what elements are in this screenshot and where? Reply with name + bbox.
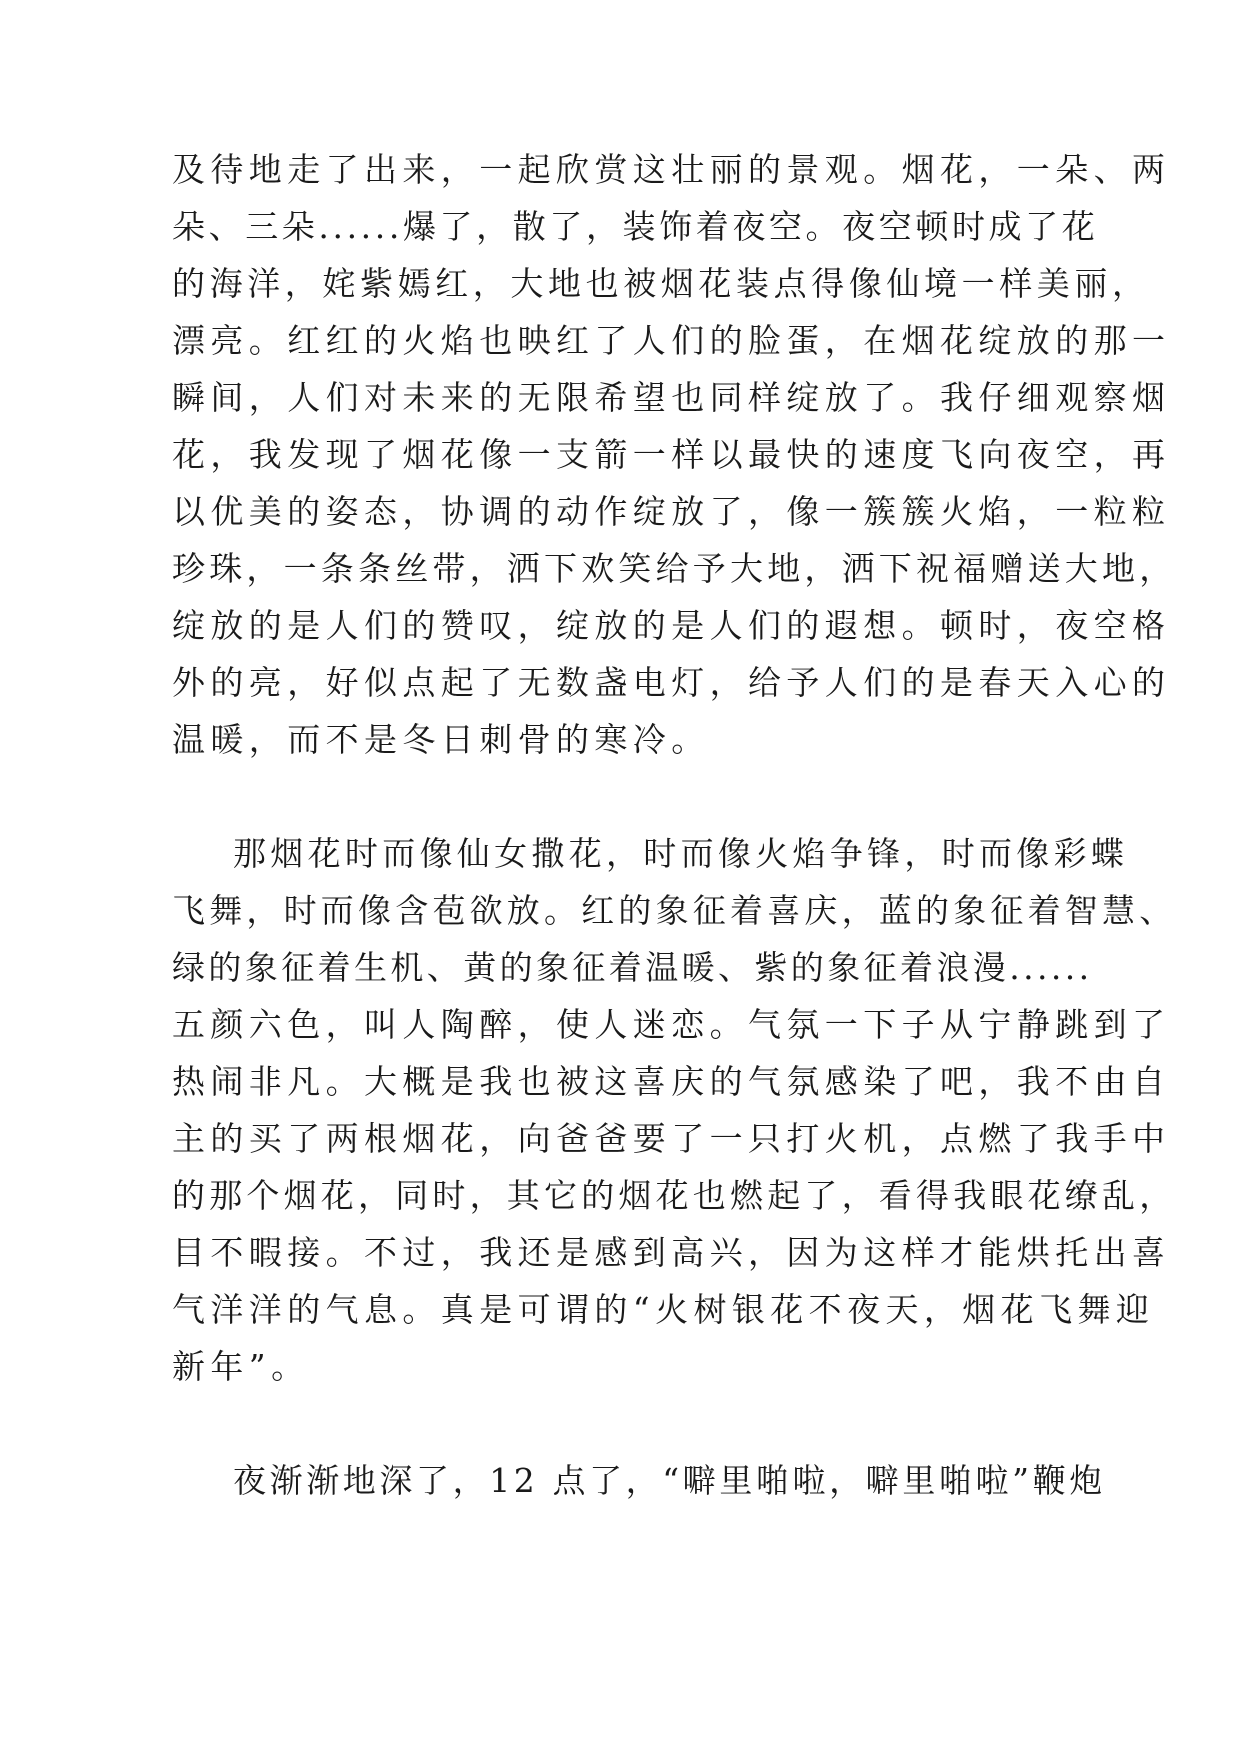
text-line: 花，我发现了烟花像一支箭一样以最快的速度飞向夜空，再 xyxy=(172,435,1171,474)
text-line: 主的买了两根烟花，向爸爸要了一只打火机，点燃了我手中 xyxy=(172,1119,1171,1158)
text-line: 珍珠，一条条丝带，洒下欢笑给予大地，洒下祝福赠送大地， xyxy=(172,549,1177,588)
text-line: 绿的象征着生机、黄的象征着温暖、紫的象征着浪漫...... xyxy=(172,948,1093,987)
text-line: 瞬间，人们对未来的无限希望也同样绽放了。我仔细观察烟 xyxy=(172,378,1171,417)
text-line: 及待地走了出来，一起欣赏这壮丽的景观。烟花，一朵、两 xyxy=(172,150,1171,189)
text-line: 漂亮。红红的火焰也映红了人们的脸蛋，在烟花绽放的那一 xyxy=(172,321,1171,360)
text-line: 的那个烟花，同时，其它的烟花也燃起了，看得我眼花缭乱， xyxy=(172,1176,1177,1215)
text-line: 朵、三朵......爆了，散了，装饰着夜空。夜空顿时成了花 xyxy=(172,207,1099,246)
text-line: 夜渐渐地深了，12 点了，“噼里啪啦，噼里啪啦”鞭炮 xyxy=(233,1461,1106,1500)
text-line: 温暖，而不是冬日刺骨的寒冷。 xyxy=(172,720,710,759)
text-line: 新年”。 xyxy=(172,1347,310,1386)
text-line: 的海洋，姹紫嫣红，大地也被烟花装点得像仙境一样美丽， xyxy=(172,264,1150,303)
text-line: 绽放的是人们的赞叹，绽放的是人们的遐想。顿时，夜空格 xyxy=(172,606,1171,645)
text-line: 以优美的姿态，协调的动作绽放了，像一簇簇火焰，一粒粒 xyxy=(172,492,1171,531)
text-line: 热闹非凡。大概是我也被这喜庆的气氛感染了吧，我不由自 xyxy=(172,1062,1171,1101)
text-line: 目不暇接。不过，我还是感到高兴，因为这样才能烘托出喜 xyxy=(172,1233,1171,1272)
text-line: 五颜六色，叫人陶醉，使人迷恋。气氛一下子从宁静跳到了 xyxy=(172,1005,1171,1044)
text-line: 那烟花时而像仙女撒花，时而像火焰争锋，时而像彩蝶 xyxy=(233,834,1129,873)
text-line: 外的亮，好似点起了无数盏电灯，给予人们的是春天入心的 xyxy=(172,663,1171,702)
text-line: 气洋洋的气息。真是可谓的“火树银花不夜天，烟花飞舞迎 xyxy=(172,1290,1155,1329)
text-line: 飞舞，时而像含苞欲放。红的象征着喜庆，蓝的象征着智慧、 xyxy=(172,891,1177,930)
